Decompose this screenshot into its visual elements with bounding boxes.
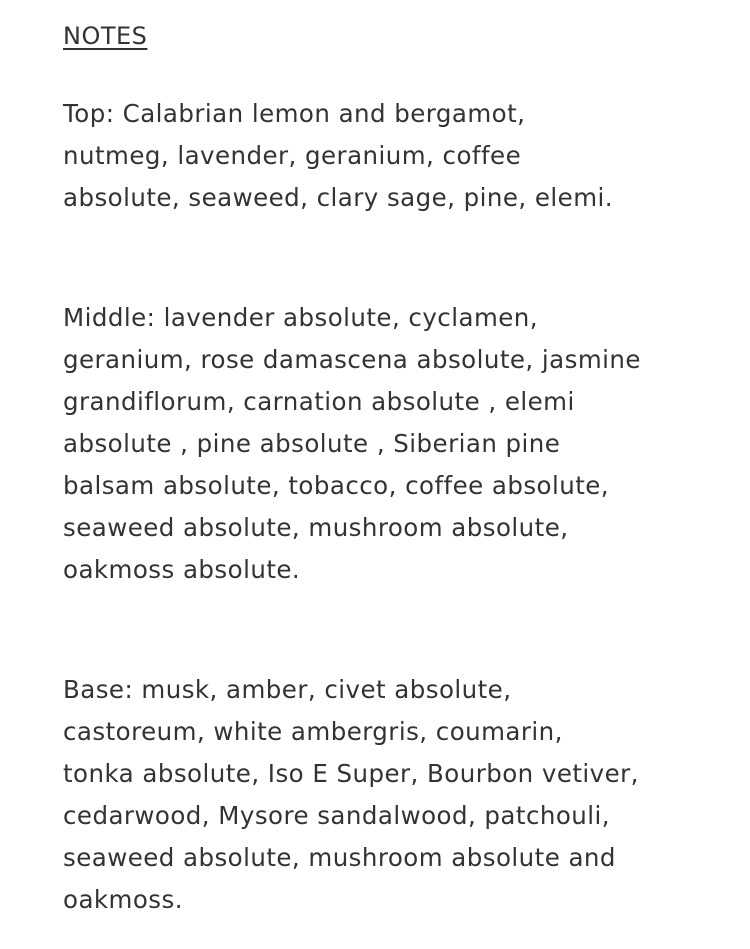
middle-notes-line: seaweed absolute, mushroom absolute, [63, 513, 569, 542]
top-notes-line: Top: Calabrian lemon and bergamot, [63, 99, 526, 128]
middle-notes-line: absolute , pine absolute , Siberian pine [63, 429, 561, 458]
middle-notes-line: oakmoss absolute. [63, 555, 301, 584]
top-notes-line: nutmeg, lavender, geranium, coffee [63, 141, 522, 170]
base-notes-line: cedarwood, Mysore sandalwood, patchouli, [63, 801, 611, 830]
base-notes-line: castoreum, white ambergris, coumarin, [63, 717, 563, 746]
middle-notes-line: geranium, rose damascena absolute, jasmine [63, 345, 641, 374]
top-notes-paragraph [63, 93, 723, 219]
top-notes-line: absolute, seaweed, clary sage, pine, elemi. [63, 183, 613, 212]
middle-notes-line: Middle: lavender absolute, cyclamen, [63, 303, 539, 332]
notes-heading: NOTES [63, 22, 148, 50]
base-notes-line: seaweed absolute, mushroom absolute and [63, 843, 616, 872]
middle-notes-paragraph [63, 297, 723, 591]
base-notes-line: tonka absolute, Iso E Super, Bourbon vetiver, [63, 759, 639, 788]
middle-notes-line: balsam absolute, tobacco, coffee absolute, [63, 471, 610, 500]
middle-notes-line: grandiflorum, carnation absolute , elemi [63, 387, 575, 416]
base-notes-line: oakmoss. [63, 885, 183, 914]
base-notes-paragraph [63, 669, 723, 921]
base-notes-line: Base: musk, amber, civet absolute, [63, 675, 512, 704]
